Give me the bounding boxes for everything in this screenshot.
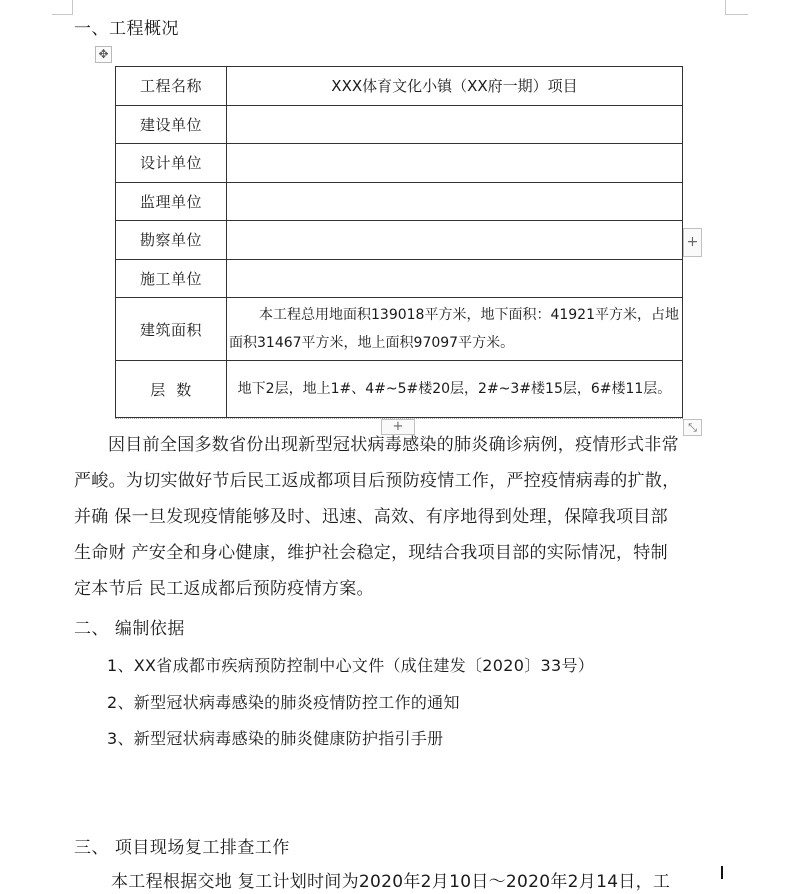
table-row <box>116 144 683 183</box>
table-cell-value[interactable] <box>227 105 683 144</box>
table-row <box>116 361 683 418</box>
add-column-button[interactable]: + <box>683 228 702 257</box>
crop-mark-top-right <box>725 0 748 15</box>
table-cell-value[interactable] <box>227 144 683 183</box>
crop-mark-top-left <box>52 0 73 15</box>
paragraph-line: 定本节后 民工返成都后预防疫情方案。 <box>74 579 374 599</box>
table-row <box>116 221 683 260</box>
table-cell-value[interactable] <box>227 221 683 260</box>
table-cell-label[interactable]: 建筑面积 <box>116 298 227 361</box>
table-row <box>116 259 683 298</box>
table-cell-value[interactable] <box>227 182 683 221</box>
table-row <box>116 67 683 106</box>
table-cell-value[interactable]: 本工程总用地面积139018平方米，地下面积：41921平方米，占地面积31467平方米，地上面积97097平方米。 <box>227 298 683 361</box>
table-cell-label[interactable]: 施工单位 <box>116 259 227 298</box>
table-row <box>116 182 683 221</box>
table-cell-label[interactable]: 设计单位 <box>116 144 227 183</box>
table-cell-label[interactable]: 层 数 <box>116 361 227 418</box>
paragraph-line: 严峻。为切实做好节后民工返成都项目后预防疫情工作，严控疫情病毒的扩散， <box>74 471 680 491</box>
table-resize-icon[interactable]: ⤡ <box>683 419 702 436</box>
partial-text-line: 本工程根据交地 复工计划时间为2020年2月10日～2020年2月14日，工 <box>111 872 671 892</box>
table-cell-label[interactable]: 监理单位 <box>116 182 227 221</box>
table-cell-value[interactable]: XXX体育文化小镇（XX府一期）项目 <box>227 67 683 106</box>
list-item: 1、XX省成都市疾病预防控制中心文件（成住建发〔2020〕33号） <box>107 656 595 675</box>
section-heading-overview: 一、工程概况 <box>74 19 179 39</box>
table-move-handle-icon[interactable]: ✥ <box>95 46 112 63</box>
section-heading-site-inspection: 三、 项目现场复工排查工作 <box>74 838 290 858</box>
table-cell-label[interactable]: 工程名称 <box>116 67 227 106</box>
list-item: 3、新型冠状病毒感染的肺炎健康防护指引手册 <box>107 729 444 748</box>
list-item: 2、新型冠状病毒感染的肺炎疫情防控工作的通知 <box>107 693 460 712</box>
text-cursor <box>721 866 723 879</box>
table-cell-value[interactable] <box>227 259 683 298</box>
paragraph-line: 因目前全国多数省份出现新型冠状病毒感染的肺炎确诊病例，疫情形式非常 <box>108 435 679 455</box>
table-cell-label[interactable]: 建设单位 <box>116 105 227 144</box>
paragraph-line: 并确 保一旦发现疫情能够及时、迅速、高效、有序地得到处理，保障我项目部 <box>74 507 668 527</box>
section-heading-basis: 二、 编制依据 <box>74 619 185 639</box>
table-row <box>116 298 683 361</box>
table-cell-value[interactable]: 地下2层，地上1#、4#~5#楼20层，2#~3#楼15层，6#楼11层。 <box>227 361 683 418</box>
table-cell-label[interactable]: 勘察单位 <box>116 221 227 260</box>
project-info-table <box>115 66 683 418</box>
intro-paragraph[interactable] <box>74 427 734 607</box>
add-row-button[interactable]: + <box>381 419 415 435</box>
paragraph-line: 生命财 产安全和身心健康，维护社会稳定，现结合我项目部的实际情况，特制 <box>74 543 668 563</box>
table-row <box>116 105 683 144</box>
